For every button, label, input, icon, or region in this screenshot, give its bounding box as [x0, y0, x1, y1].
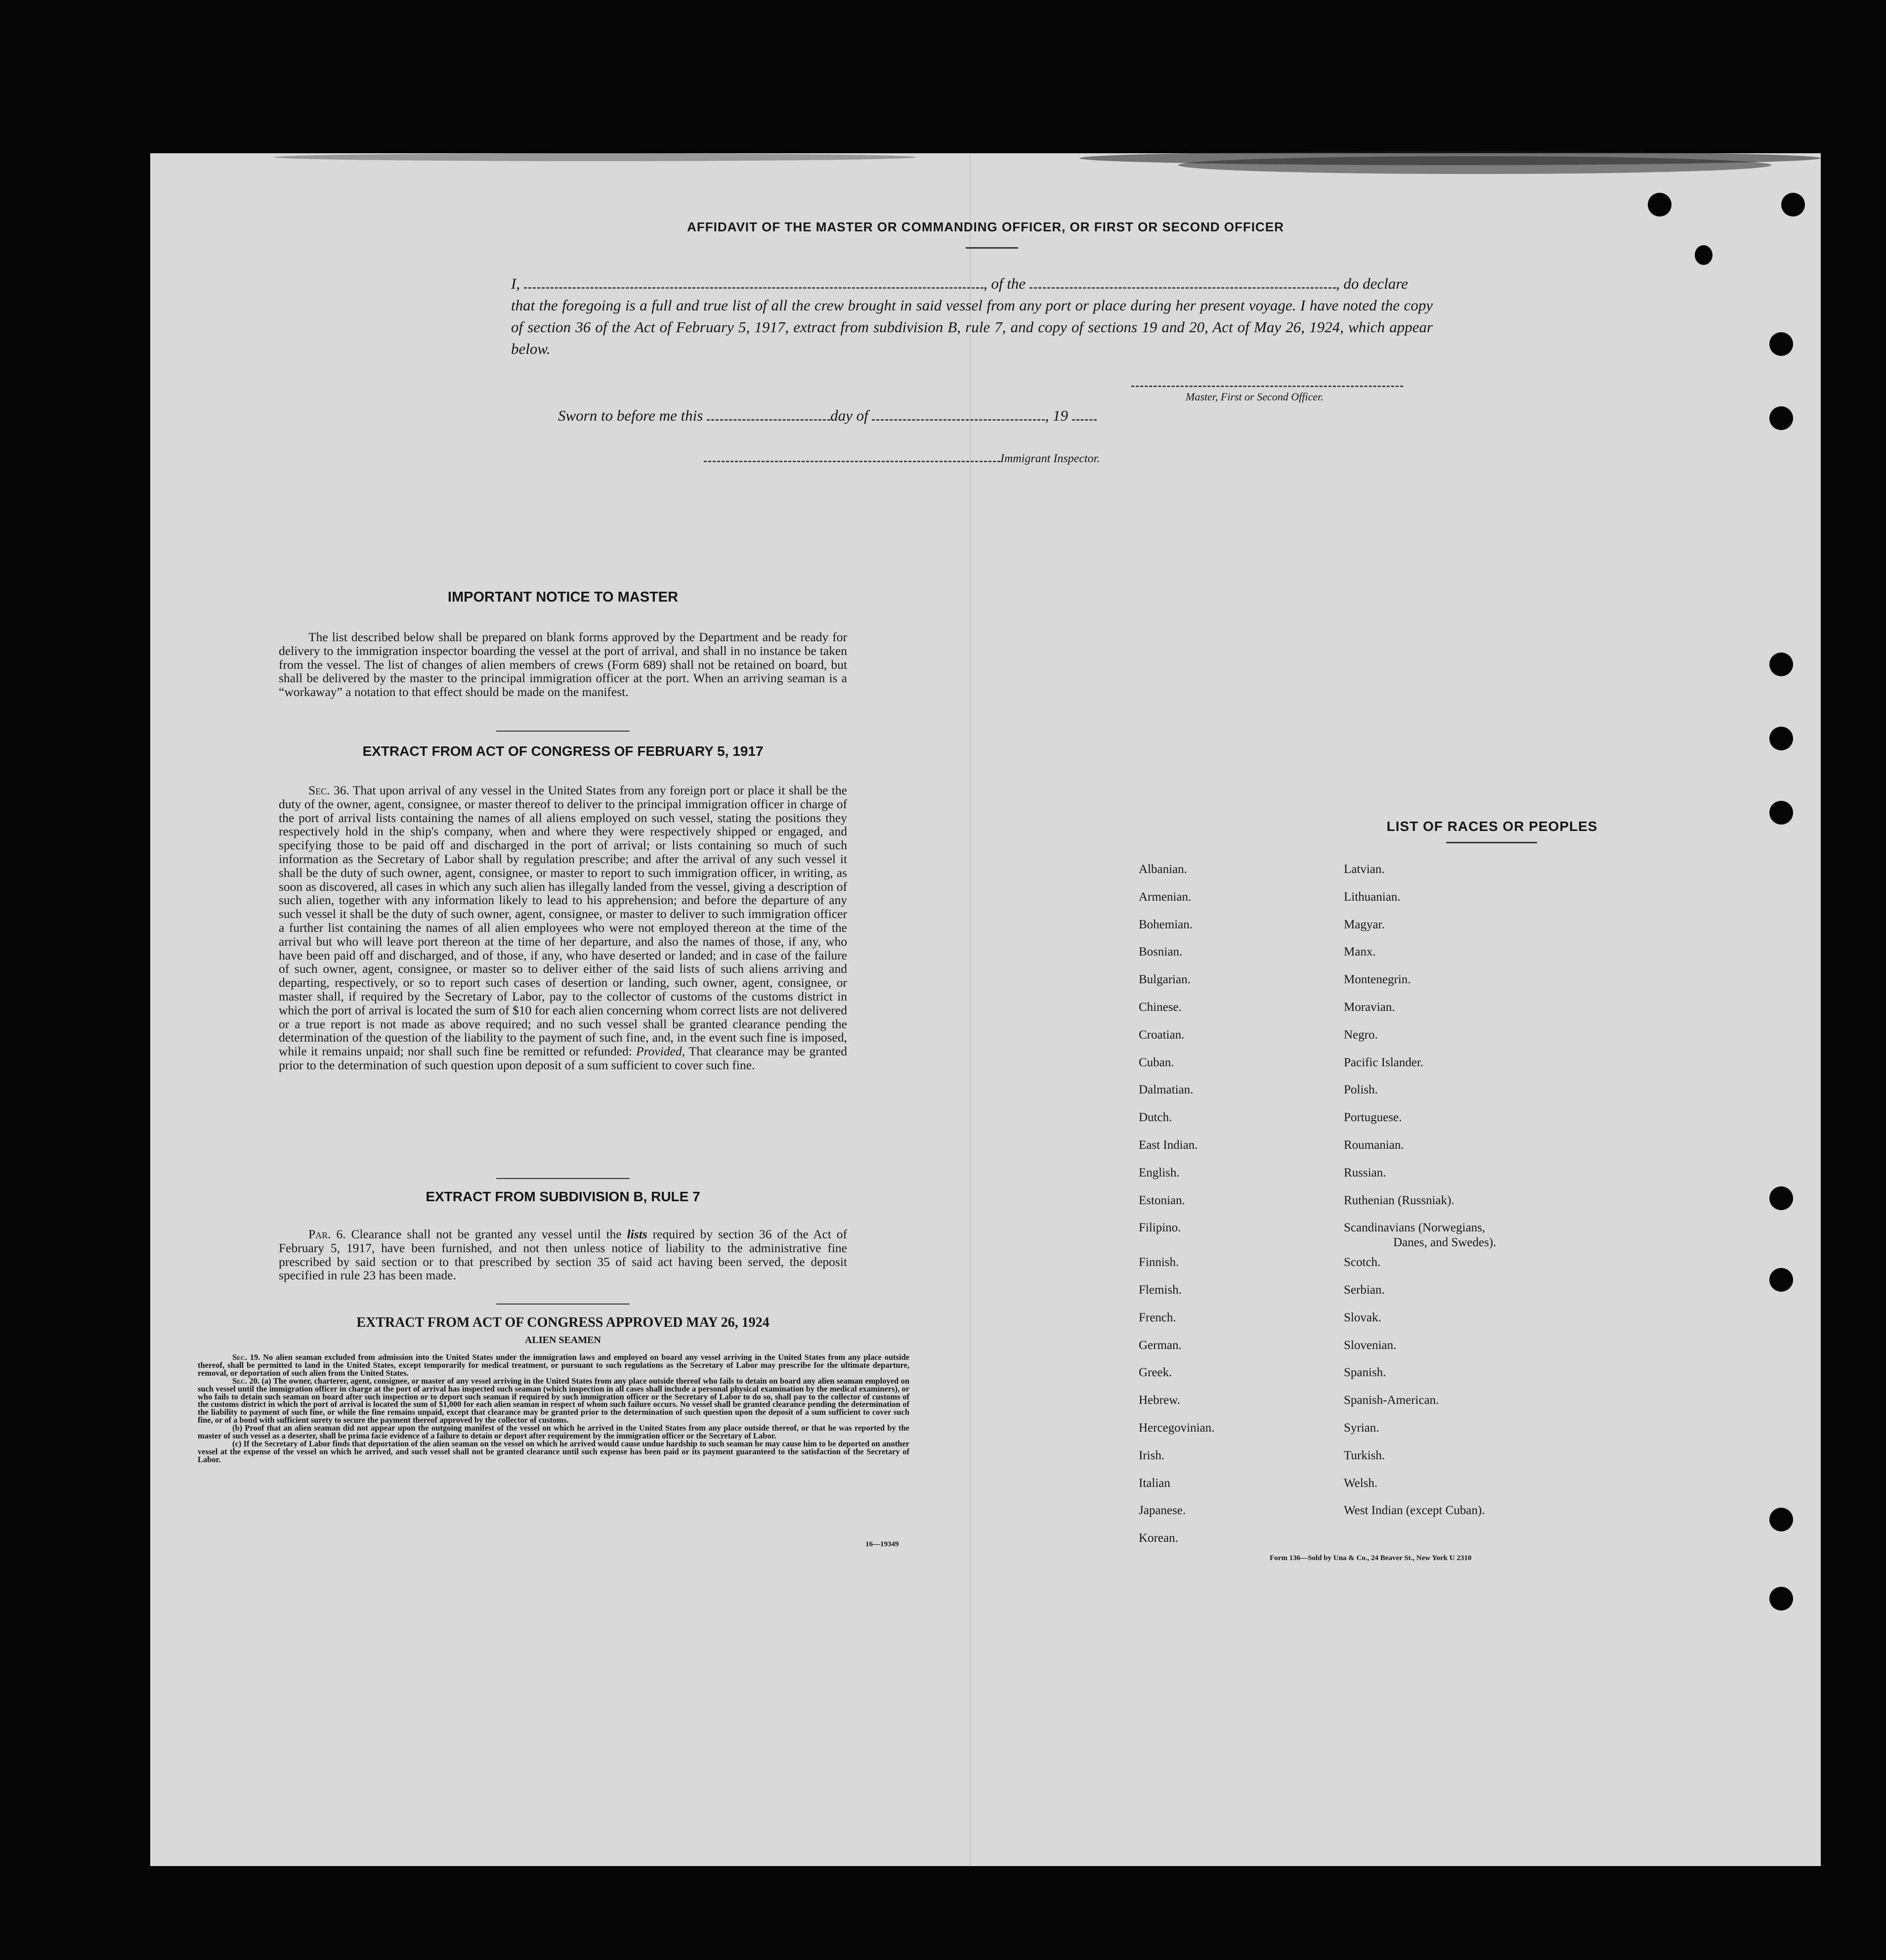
extract-rule7-text	[279, 1227, 847, 1282]
race-item: Serbian.	[1344, 1283, 1385, 1297]
lists-word: lists	[627, 1227, 647, 1241]
punch-hole	[1769, 1186, 1793, 1210]
race-item: Scandinavians (Norwegians,	[1344, 1221, 1486, 1235]
race-item: Scotch.	[1344, 1256, 1381, 1269]
edge-burn-mark	[1178, 156, 1771, 174]
sec-20c-text: (c) If the Secretary of Labor finds that deportation of the alien seaman on the vessel on which he arrived would cause undue hardship to such seaman he may cause him to be deported on another vessel at the expense of the vessel on which he arrived, and such vessel shall not be granted clearance until such expense has been paid or its payment guaranteed to the satisfaction of the Secretary of Labor.	[198, 1438, 909, 1464]
punch-hole	[1695, 245, 1713, 265]
race-item: Polish.	[1344, 1083, 1378, 1097]
race-item: Irish.	[1139, 1448, 1165, 1462]
inspector-signature	[704, 450, 1100, 466]
title-rule	[1446, 842, 1537, 843]
race-item: Latvian.	[1344, 863, 1385, 876]
punch-hole	[1769, 653, 1793, 676]
sec-20-label: Sec. 20.	[232, 1376, 259, 1386]
race-item: French.	[1139, 1310, 1176, 1324]
race-item: Korean.	[1139, 1531, 1178, 1545]
race-item: Japanese.	[1139, 1504, 1186, 1518]
race-item: Slovenian.	[1344, 1338, 1397, 1352]
race-item: Slovak.	[1344, 1310, 1381, 1324]
punch-hole	[1769, 1268, 1793, 1292]
sec-20a-text: (a) The owner, charterer, agent, consignee, or master of any vessel arriving in the United States from any place outside thereof who fails to detain on board any alien seaman employed on such vessel until the immigration officer in charge at the port of arrival has inspected such seaman (which inspection in all cases shall include a personal physical examination by the medical examiners), or who fails to detain such seaman on board after such inspection or to deport such seaman if required by such immigration officer or the Secretary of Labor to do so, shall pay to the collector of customs of the customs district in which the port of arrival is located the sum of $1,000 for each alien seaman in respect of whom such failure occurs. No vessel shall be granted clearance pending the determination of the liability to payment of such fine, or while the fine remains unpaid, except that clearance may be granted prior to the determination of such question upon the deposit of a sum sufficient to cover such fine, or of a bond with sufficient surety to secure the payment thereof approved by the collector of customs.	[198, 1376, 910, 1425]
race-item: Portuguese.	[1344, 1111, 1402, 1125]
race-item: Welsh.	[1344, 1476, 1378, 1490]
race-item: East Indian.	[1139, 1138, 1198, 1152]
race-item: Finnish.	[1139, 1256, 1179, 1269]
race-item: Filipino.	[1139, 1221, 1181, 1235]
master-signature-line[interactable]	[1131, 386, 1403, 387]
affidavit-body: that the foregoing is a full and true list of all the crew brought in said vessel from any port or place during her present voyage. I have noted the copy of section 36 of the Act of February 5, 1917, extract from subdivision B, rule 7, and copy of sections 19 and 20, Act of May 26, 1924, which appear below.	[511, 297, 1433, 357]
punch-hole	[1769, 727, 1793, 750]
master-signature-label: Master, First or Second Officer.	[1186, 391, 1324, 403]
race-item: Moravian.	[1344, 1001, 1395, 1014]
edge-burn-mark	[274, 153, 916, 161]
sec-19-text: No alien seaman excluded from admission into the United States under the immigration laws and employed on board any vessel arriving in the United States from any place outside thereof, shall be permitted to land in the United States, except temporarily for medical treatment, or pursuant to such regulations as the Secretary of Labor may prescribe for the ultimate departure, removal, or deportation of such alien from the United States.	[198, 1352, 909, 1378]
race-item: Spanish.	[1344, 1366, 1386, 1380]
punch-hole	[1769, 1508, 1793, 1531]
notice-paragraph: The list described below shall be prepared on blank forms approved by the Department and be ready for delivery to the immigration inspector boarding the vessel at the port of arrival, and shall in no instance be taken from the vessel. The list of changes of alien members of crews (Form 689) shall not be retained on board, but shall be delivered by the master to the principal immigration officer at the port. When an arriving seaman is a “workaway” a notation to that effect should be made on the manifest.	[279, 630, 847, 699]
sec-36-text: That upon arrival of any vessel in the United States from any foreign port or place it shall be the duty of the owner, agent, consignee, or master thereof to deliver to the principal immigration officer in charge of the port of arrival lists containing the names of all aliens employed on such vessel, stating the positions they respectively hold in the ship's company, when and where they were respectively shipped or engaged, and specifying those to be paid off and discharged in the port of arrival; or lists containing so much of such information as the Secretary of Labor shall by regulation prescribe; and after the arrival of any such vessel it shall be the duty of such owner, agent, consignee, or master to report to such immigration officer, in writing, as soon as discovered, all cases in which any such alien has illegally landed from the vessel, giving a description of such alien, together with any information likely to lead to his apprehension; and before the departure of any such vessel it shall be the duty of such owner, agent, consignee, or master to deliver to such immigration officer a further list containing the names of all alien employees who were not employed thereon at the time of the arrival but who will leave port thereon at the time of her departure, and also the names of those, if any, who have been paid off and discharged, and of those, if any, who have deserted or landed; and in case of the failure of such owner, agent, consignee, or master so to deliver either of the said lists of such aliens arriving and departing, respectively, or so to report such cases of desertion or landing, such owner, agent, consignee, or master shall, if required by the Secretary of Labor, pay to the collector of customs of the customs district in which the port of arrival is located the sum of $10 for each alien concerning whom correct lists are not delivered or a true report is not made as above required; and no such vessel shall be granted clearance pending the determination of the question of the liability to the payment of such fine, and, in the event such fine is imposed, while it remains unpaid; nor shall such fine be remitted or refunded:	[279, 783, 848, 1059]
punch-hole	[1769, 1587, 1793, 1611]
race-item: Greek.	[1139, 1366, 1172, 1380]
sec-36-text-end: That clearance may be granted prior to the determination of such question upon deposit of a sum sufficient to cover such fine.	[279, 1044, 847, 1072]
race-item: Croatian.	[1139, 1028, 1185, 1042]
sec-20b-text: (b) Proof that an alien seaman did not appear upon the outgoing manifest of the vessel on which he arrived in the United States from any place outside thereof, or that he was reported by the master of such vessel as a deserter, shall be prima facie evidence of a failure to detain or deport after requirement by the immigration officer or the Secretary of Labor.	[198, 1423, 909, 1441]
extract-1917-title: EXTRACT FROM ACT OF CONGRESS OF FEBRUARY 5, 1917	[362, 743, 764, 759]
day-of-label: day of	[830, 407, 868, 424]
race-item: Armenian.	[1139, 890, 1192, 904]
race-item: West Indian (except Cuban).	[1344, 1504, 1485, 1518]
inspector-label: Immigrant Inspector.	[1000, 452, 1100, 465]
sworn-statement	[558, 407, 1097, 425]
of-the-label: , of the	[983, 275, 1026, 292]
i-label: I,	[511, 275, 520, 292]
race-item: Albanian.	[1139, 863, 1187, 876]
section-divider	[279, 1304, 847, 1305]
punch-hole	[1769, 332, 1793, 356]
par-6-label: Par. 6.	[308, 1227, 346, 1241]
race-item: Manx.	[1344, 945, 1376, 959]
extract-rule7-title: EXTRACT FROM SUBDIVISION B, RULE 7	[426, 1189, 700, 1204]
race-item: Ruthenian (Russniak).	[1344, 1193, 1455, 1207]
race-item: Lithuanian.	[1344, 890, 1401, 904]
inspector-signature-line[interactable]	[704, 450, 1000, 462]
alien-seamen-subtitle: ALIEN SEAMEN	[525, 1335, 601, 1346]
sworn-label: Sworn to before me this	[558, 407, 703, 424]
extract-1924-text	[198, 1353, 909, 1464]
par-6-text-a: Clearance shall not be granted any vessel until the	[351, 1227, 622, 1241]
affidavit-title: AFFIDAVIT OF THE MASTER OR COMMANDING OFFICER, OR FIRST OR SECOND OFFICER	[687, 219, 1284, 234]
section-divider	[279, 1178, 847, 1179]
extract-1924-title: EXTRACT FROM ACT OF CONGRESS APPROVED MAY 26, 1924	[356, 1315, 770, 1330]
races-title: LIST OF RACES OR PEOPLES	[1386, 819, 1598, 834]
master-name-blank[interactable]	[524, 276, 984, 289]
race-item: Spanish-American.	[1344, 1394, 1439, 1407]
day-blank[interactable]	[707, 408, 830, 421]
par-6-text-b: required by section 36 of the Act of February 5, 1917, have been furnished, and not then unless notice of liability to the administrative fine prescribed by said section or to that prescribed by section 35 of said act having been served, the deposit specified in rule 23 has been made.	[279, 1227, 848, 1283]
race-item: Dutch.	[1139, 1111, 1172, 1125]
year-label: , 19	[1045, 407, 1068, 424]
race-item: English.	[1139, 1166, 1180, 1179]
race-item: Flemish.	[1139, 1283, 1182, 1297]
sec-19-label: Sec. 19.	[232, 1352, 260, 1362]
race-item: Cuban.	[1139, 1055, 1174, 1069]
section-divider	[279, 731, 847, 732]
race-item: Russian.	[1344, 1166, 1386, 1179]
form-number: 16—19349	[865, 1540, 899, 1548]
notice-text	[279, 630, 847, 699]
sec-36-label: Sec. 36.	[308, 783, 349, 797]
race-item: Syrian.	[1344, 1421, 1379, 1435]
extract-1917-text	[279, 784, 847, 1072]
month-blank[interactable]	[872, 408, 1045, 421]
race-item: Bohemian.	[1139, 917, 1193, 931]
affidavit-declaration	[511, 273, 1433, 360]
document-sheet	[150, 153, 1821, 1866]
race-item: Hercegovinian.	[1139, 1421, 1215, 1435]
race-item: Chinese.	[1139, 1001, 1182, 1014]
race-item: Estonian.	[1139, 1193, 1185, 1207]
race-item: Hebrew.	[1139, 1394, 1180, 1407]
race-item: Danes, and Swedes).	[1393, 1236, 1497, 1250]
race-item: Italian	[1139, 1476, 1170, 1490]
race-item: Magyar.	[1344, 917, 1385, 931]
provided-label: Provided,	[636, 1044, 685, 1059]
punch-hole	[1648, 193, 1672, 217]
race-item: Negro.	[1344, 1028, 1378, 1042]
notice-title: IMPORTANT NOTICE TO MASTER	[447, 589, 679, 605]
race-item: German.	[1139, 1338, 1182, 1352]
form-publisher-note: Form 136—Sold by Una & Co., 24 Beaver St., New York U 2310	[1270, 1554, 1472, 1562]
year-blank[interactable]	[1072, 408, 1097, 421]
race-item: Bulgarian.	[1139, 973, 1191, 987]
race-item: Bosnian.	[1139, 945, 1183, 959]
do-declare-label: , do declare	[1335, 275, 1408, 292]
race-item: Turkish.	[1344, 1448, 1385, 1462]
race-item: Pacific Islander.	[1344, 1055, 1424, 1069]
punch-hole	[1769, 406, 1793, 430]
race-item: Roumanian.	[1344, 1138, 1404, 1152]
race-item: Dalmatian.	[1139, 1083, 1194, 1097]
punch-hole	[1781, 193, 1805, 217]
vessel-name-blank[interactable]	[1029, 276, 1336, 289]
race-item: Montenegrin.	[1344, 973, 1411, 987]
title-rule	[966, 247, 1018, 249]
